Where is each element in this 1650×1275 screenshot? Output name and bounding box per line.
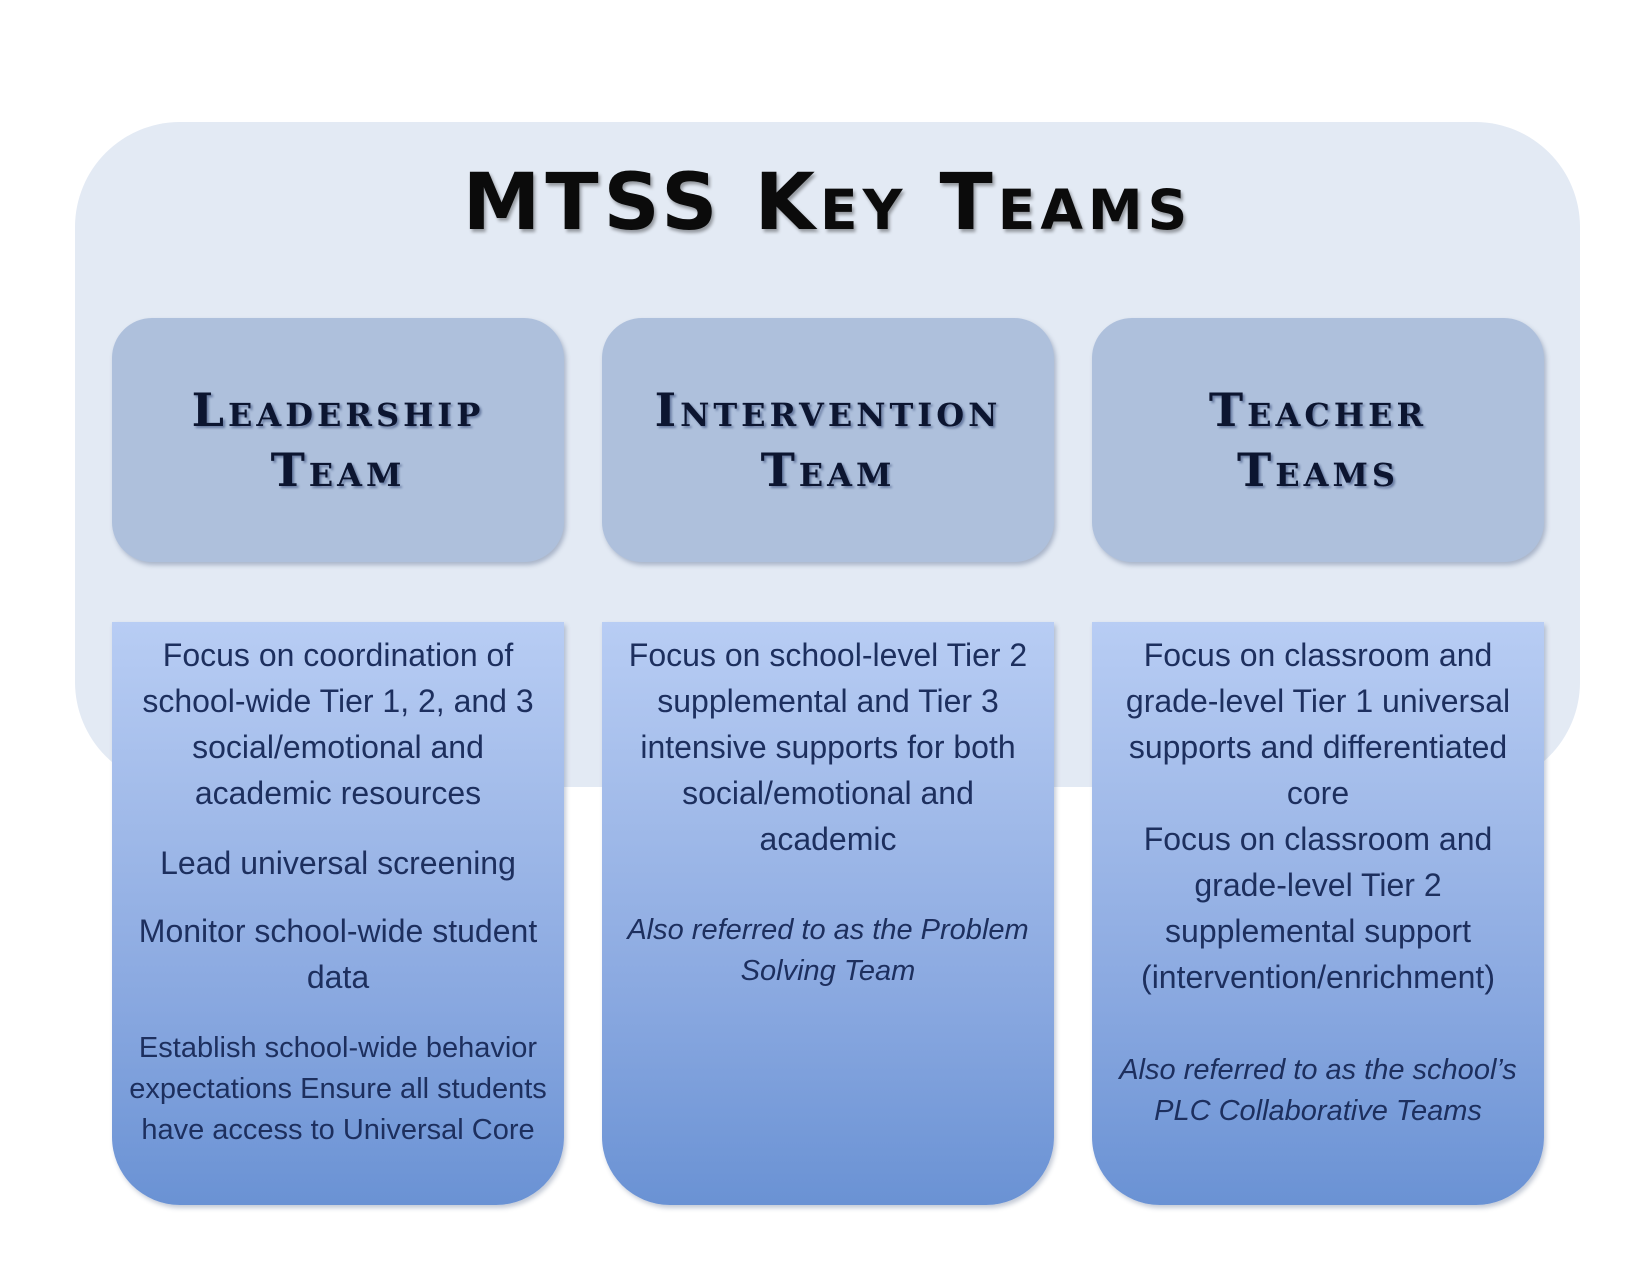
header-line1: Teacher bbox=[1208, 383, 1428, 437]
intervention-note: Also referred to as the Problem Solving Team bbox=[627, 914, 1029, 987]
leadership-item-1: Focus on coordination of school-wide Tier 1, 2, and 3 social/emotional and academic resources bbox=[142, 637, 534, 811]
teacher-item-1: Focus on classroom and grade-level Tier 1 universal supports and differentiated core bbox=[1125, 637, 1511, 811]
leadership-team-details bbox=[112, 622, 564, 1205]
leadership-team-title bbox=[112, 380, 564, 500]
leadership-item-2: Lead universal screening bbox=[160, 845, 516, 881]
intervention-team-details bbox=[602, 622, 1054, 1205]
intervention-team-title bbox=[602, 380, 1054, 500]
intervention-item-1: Focus on school-level Tier 2 supplemental and Tier 3 intensive supports for both social/emotional and academic bbox=[628, 637, 1028, 857]
intervention-team-header bbox=[602, 318, 1054, 562]
header-line2: Teams bbox=[1237, 443, 1399, 497]
leadership-item-3: Monitor school-wide student data bbox=[138, 913, 538, 995]
teacher-note: Also referred to as the school’s PLC Collaborative Teams bbox=[1119, 1054, 1517, 1127]
teacher-teams-title bbox=[1092, 380, 1544, 500]
header-line2: Team bbox=[760, 443, 896, 497]
header-line2: Team bbox=[270, 443, 406, 497]
page-title: MTSS Key Teams bbox=[462, 158, 1193, 248]
leadership-item-4: Establish school-wide behavior expectations Ensure all students have access to Universal Core bbox=[129, 1032, 547, 1146]
teacher-teams-details bbox=[1092, 622, 1544, 1205]
teacher-item-2: Focus on classroom and grade-level Tier 2 supplemental support (intervention/enrichment) bbox=[1141, 821, 1495, 995]
leadership-team-header bbox=[112, 318, 564, 562]
header-line1: Intervention bbox=[654, 383, 1002, 437]
header-line1: Leadership bbox=[191, 383, 485, 437]
teacher-teams-header bbox=[1092, 318, 1544, 562]
